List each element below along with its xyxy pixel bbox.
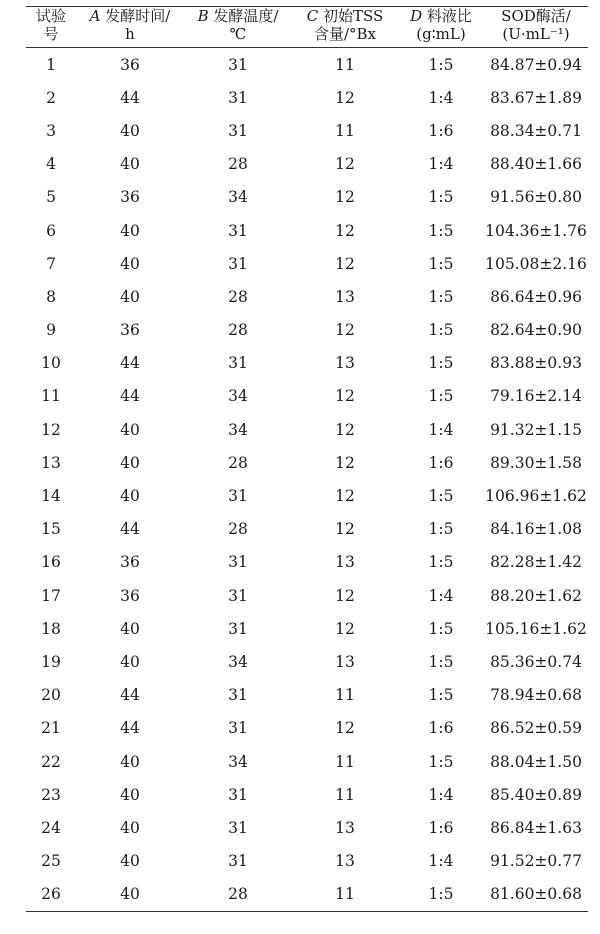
- cell-sod: 84.16±1.08: [490, 520, 582, 539]
- header-fermentation-time: A 发酵时间/ h: [76, 7, 184, 48]
- cell-tss: 13: [335, 852, 355, 871]
- table-row: [26, 214, 588, 247]
- cell-time: 40: [120, 785, 140, 804]
- table-row: [26, 845, 588, 878]
- cell-time: 44: [120, 520, 140, 539]
- cell-sod: 81.60±0.68: [484, 878, 588, 912]
- experiment-results-table: [26, 6, 588, 912]
- cell-tss: 11: [335, 121, 355, 140]
- header-sod-activity: SOD酶活/ (U·mL⁻¹): [484, 7, 588, 48]
- cell-temperature: 31: [228, 785, 248, 804]
- cell-trial: 21: [41, 719, 61, 738]
- cell-temperature: 28: [184, 878, 292, 912]
- cell-tss: 11: [335, 785, 355, 804]
- cell-temperature: 28: [228, 287, 248, 306]
- cell-temperature: 34: [228, 652, 248, 671]
- cell-trial: 10: [41, 354, 61, 373]
- table-row: [26, 48, 588, 82]
- cell-trial: 8: [46, 287, 56, 306]
- cell-time: 40: [120, 121, 140, 140]
- cell-sod: 84.87±0.94: [490, 55, 582, 74]
- cell-ratio: 1:6: [428, 453, 454, 472]
- table-row: [26, 612, 588, 645]
- cell-sod: 88.04±1.50: [490, 752, 582, 771]
- cell-trial: 9: [46, 321, 56, 340]
- table-row: [26, 811, 588, 844]
- table-row: [26, 247, 588, 280]
- cell-time: 36: [120, 586, 140, 605]
- cell-ratio: 1:6: [428, 121, 454, 140]
- cell-ratio: 1:5: [398, 878, 484, 912]
- cell-ratio: 1:5: [428, 652, 454, 671]
- cell-trial: 15: [41, 520, 61, 539]
- table-row: [26, 413, 588, 446]
- cell-temperature: 28: [228, 453, 248, 472]
- cell-tss: 12: [335, 420, 355, 439]
- cell-tss: 12: [335, 487, 355, 506]
- cell-trial: 18: [41, 619, 61, 638]
- cell-temperature: 28: [228, 520, 248, 539]
- cell-ratio: 1:4: [428, 88, 454, 107]
- table-row: [26, 446, 588, 479]
- cell-time: 40: [120, 287, 140, 306]
- cell-time: 36: [120, 321, 140, 340]
- cell-ratio: 1:4: [428, 852, 454, 871]
- cell-temperature: 34: [228, 752, 248, 771]
- cell-time: 40: [120, 254, 140, 273]
- cell-tss: 12: [335, 188, 355, 207]
- cell-time: 40: [120, 619, 140, 638]
- cell-ratio: 1:6: [428, 719, 454, 738]
- cell-trial: 16: [41, 553, 61, 572]
- cell-tss: 12: [335, 520, 355, 539]
- cell-trial: 24: [41, 818, 61, 837]
- cell-ratio: 1:5: [428, 254, 454, 273]
- cell-trial: 26: [26, 878, 76, 912]
- cell-time: 40: [120, 818, 140, 837]
- cell-ratio: 1:4: [428, 785, 454, 804]
- cell-sod: 83.88±0.93: [490, 354, 582, 373]
- table-row: [26, 679, 588, 712]
- cell-sod: 82.64±0.90: [490, 321, 582, 340]
- table-body: [26, 48, 588, 912]
- cell-ratio: 1:5: [428, 55, 454, 74]
- cell-tss: 13: [335, 287, 355, 306]
- cell-time: 40: [120, 752, 140, 771]
- cell-trial: 23: [41, 785, 61, 804]
- table-row: [26, 380, 588, 413]
- cell-ratio: 1:5: [428, 487, 454, 506]
- cell-ratio: 1:5: [428, 752, 454, 771]
- cell-sod: 79.16±2.14: [490, 387, 582, 406]
- cell-temperature: 31: [228, 121, 248, 140]
- table-row: [26, 314, 588, 347]
- cell-trial: 20: [41, 686, 61, 705]
- cell-temperature: 31: [228, 619, 248, 638]
- cell-tss: 13: [335, 354, 355, 373]
- table-row: [26, 114, 588, 147]
- cell-sod: 91.56±0.80: [490, 188, 582, 207]
- cell-sod: 86.64±0.96: [490, 287, 582, 306]
- cell-tss: 13: [335, 553, 355, 572]
- cell-time: 40: [120, 420, 140, 439]
- cell-ratio: 1:4: [428, 155, 454, 174]
- cell-ratio: 1:5: [428, 188, 454, 207]
- cell-tss: 11: [335, 686, 355, 705]
- cell-trial: 6: [46, 221, 56, 240]
- cell-trial: 14: [41, 487, 61, 506]
- cell-time: 40: [76, 878, 184, 912]
- cell-ratio: 1:5: [428, 686, 454, 705]
- cell-tss: 12: [335, 88, 355, 107]
- header-trial-number: 试验 号: [26, 7, 76, 48]
- cell-temperature: 31: [228, 254, 248, 273]
- cell-temperature: 31: [228, 55, 248, 74]
- cell-temperature: 34: [228, 387, 248, 406]
- cell-ratio: 1:4: [428, 420, 454, 439]
- cell-time: 44: [120, 719, 140, 738]
- cell-sod: 104.36±1.76: [485, 221, 587, 240]
- cell-ratio: 1:4: [428, 586, 454, 605]
- cell-tss: 12: [335, 387, 355, 406]
- table-row: [26, 878, 588, 912]
- cell-time: 44: [120, 354, 140, 373]
- table-row: [26, 579, 588, 612]
- cell-sod: 88.34±0.71: [490, 121, 582, 140]
- table-row: [26, 712, 588, 745]
- cell-tss: 12: [335, 221, 355, 240]
- cell-sod: 106.96±1.62: [485, 487, 587, 506]
- table-row: [26, 280, 588, 313]
- cell-trial: 1: [46, 55, 56, 74]
- table-row: [26, 546, 588, 579]
- header-fermentation-temperature: B 发酵温度/ ℃: [184, 7, 292, 48]
- cell-tss: 12: [335, 586, 355, 605]
- cell-sod: 86.84±1.63: [490, 818, 582, 837]
- cell-trial: 13: [41, 453, 61, 472]
- cell-temperature: 31: [228, 586, 248, 605]
- cell-time: 40: [120, 221, 140, 240]
- cell-tss: 11: [292, 878, 398, 912]
- cell-temperature: 31: [228, 354, 248, 373]
- cell-sod: 91.32±1.15: [490, 420, 582, 439]
- table-row: [26, 645, 588, 678]
- cell-temperature: 31: [228, 88, 248, 107]
- cell-sod: 88.20±1.62: [490, 586, 582, 605]
- cell-temperature: 28: [228, 155, 248, 174]
- cell-time: 44: [120, 88, 140, 107]
- cell-tss: 13: [335, 652, 355, 671]
- cell-sod: 82.28±1.42: [490, 553, 582, 572]
- cell-sod: 85.36±0.74: [490, 652, 582, 671]
- cell-ratio: 1:5: [428, 321, 454, 340]
- header-initial-tss: C 初始TSS 含量/°Bx: [292, 7, 398, 48]
- cell-tss: 12: [335, 321, 355, 340]
- cell-ratio: 1:5: [428, 287, 454, 306]
- cell-temperature: 31: [228, 553, 248, 572]
- table-header: [26, 7, 588, 48]
- table-row: [26, 81, 588, 114]
- table-row: [26, 745, 588, 778]
- cell-temperature: 31: [228, 686, 248, 705]
- cell-temperature: 34: [228, 420, 248, 439]
- cell-time: 40: [120, 487, 140, 506]
- cell-ratio: 1:5: [428, 553, 454, 572]
- table-row: [26, 778, 588, 811]
- cell-time: 36: [120, 55, 140, 74]
- cell-trial: 17: [41, 586, 61, 605]
- cell-tss: 12: [335, 619, 355, 638]
- cell-time: 40: [120, 852, 140, 871]
- cell-sod: 85.40±0.89: [490, 785, 582, 804]
- cell-sod: 86.52±0.59: [490, 719, 582, 738]
- cell-trial: 7: [46, 254, 56, 273]
- cell-ratio: 1:5: [428, 387, 454, 406]
- cell-time: 44: [120, 387, 140, 406]
- cell-ratio: 1:5: [428, 520, 454, 539]
- cell-temperature: 34: [228, 188, 248, 207]
- cell-temperature: 28: [228, 321, 248, 340]
- cell-temperature: 31: [228, 221, 248, 240]
- cell-trial: 3: [46, 121, 56, 140]
- cell-sod: 105.08±2.16: [485, 254, 587, 273]
- cell-sod: 89.30±1.58: [490, 453, 582, 472]
- cell-sod: 88.40±1.66: [490, 155, 582, 174]
- table-row: [26, 513, 588, 546]
- cell-trial: 4: [46, 155, 56, 174]
- cell-sod: 83.67±1.89: [490, 88, 582, 107]
- cell-sod: 78.94±0.68: [490, 686, 582, 705]
- cell-trial: 11: [41, 387, 61, 406]
- table-row: [26, 347, 588, 380]
- cell-tss: 11: [335, 752, 355, 771]
- cell-tss: 12: [335, 155, 355, 174]
- cell-sod: 105.16±1.62: [485, 619, 587, 638]
- cell-ratio: 1:5: [428, 354, 454, 373]
- table-row: [26, 148, 588, 181]
- cell-ratio: 1:5: [428, 221, 454, 240]
- header-solid-liquid-ratio: D 料液比 (g∶mL): [398, 7, 484, 48]
- cell-temperature: 31: [228, 852, 248, 871]
- cell-time: 40: [120, 652, 140, 671]
- cell-ratio: 1:6: [428, 818, 454, 837]
- cell-tss: 12: [335, 719, 355, 738]
- cell-time: 40: [120, 453, 140, 472]
- cell-tss: 13: [335, 818, 355, 837]
- cell-trial: 25: [41, 852, 61, 871]
- cell-tss: 12: [335, 254, 355, 273]
- cell-sod: 91.52±0.77: [490, 852, 582, 871]
- cell-trial: 19: [41, 652, 61, 671]
- cell-temperature: 31: [228, 487, 248, 506]
- cell-tss: 12: [335, 453, 355, 472]
- cell-trial: 2: [46, 88, 56, 107]
- table-row: [26, 181, 588, 214]
- cell-temperature: 31: [228, 818, 248, 837]
- cell-tss: 11: [335, 55, 355, 74]
- cell-ratio: 1:5: [428, 619, 454, 638]
- cell-time: 44: [120, 686, 140, 705]
- cell-time: 36: [120, 188, 140, 207]
- cell-trial: 12: [41, 420, 61, 439]
- cell-trial: 5: [46, 188, 56, 207]
- cell-temperature: 31: [228, 719, 248, 738]
- table-row: [26, 479, 588, 512]
- cell-time: 40: [120, 155, 140, 174]
- cell-time: 36: [120, 553, 140, 572]
- cell-trial: 22: [41, 752, 61, 771]
